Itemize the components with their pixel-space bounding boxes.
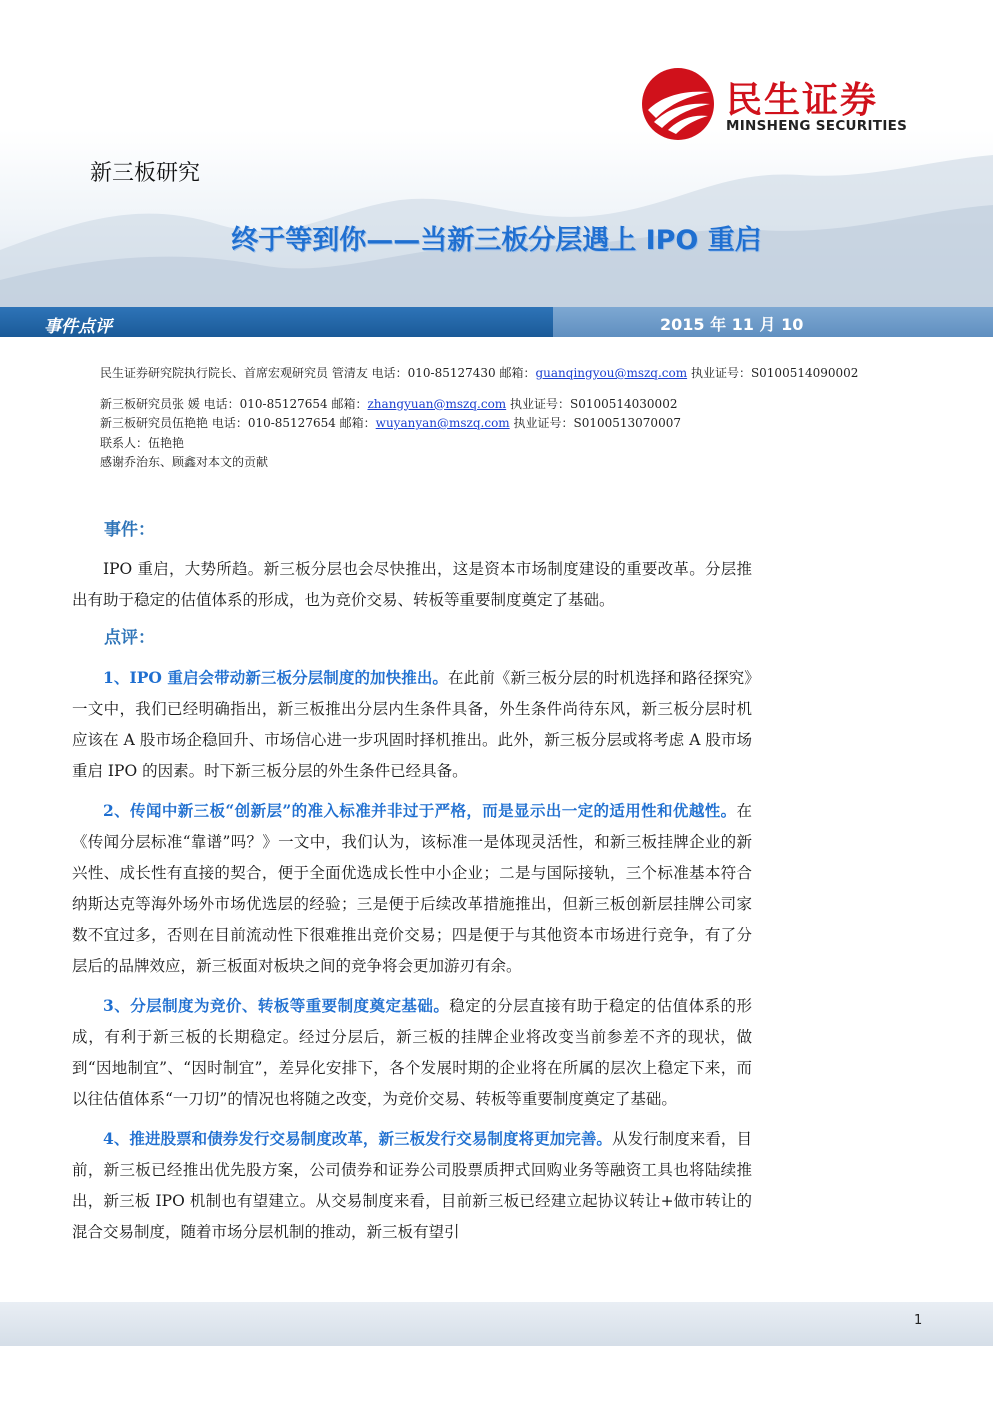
company-logo (640, 66, 930, 146)
point-text: 在《传闻分层标准“靠谱”吗？》一文中，我们认为，该标准一是体现灵活性，和新三板挂牌企业的新兴性、成长性有直接的契合，便于全面优选成长性中小企业；二是与国际接轨，三个标准基本符合纳斯达克等海外场外市场优选层的经验；三是便于后续改革措施推出，但新三板创新层挂牌公司家数不宜过多，否则在目前流动性下很难推出竞价交易；四是便于与其他资本市场进行竞争，有了分层后的品牌效应，新三板面对板块之间的竞争将会更加游刃有余。 (72, 802, 752, 975)
minsheng-logo-icon (640, 66, 716, 142)
license-number: 执业证号：S0100514090002 (687, 366, 859, 380)
author-info: 新三板研究员张 媛 电话：010-85127654 邮箱： (100, 396, 368, 411)
author-info: 民生证券研究院执行院长、首席宏观研究员 管清友 电话：010-85127430 邮箱： (100, 366, 536, 380)
point-lead: 1、IPO 重启会带动新三板分层制度的加快推出。 (103, 668, 449, 687)
report-series: 新三板研究 (90, 161, 201, 186)
email-link[interactable]: wuyanyan@mszq.com (375, 416, 510, 430)
author-line (100, 364, 930, 384)
report-type-tag: 事件点评 (44, 317, 112, 337)
author-block (100, 364, 930, 473)
comment-point-3 (72, 990, 752, 1115)
author-line (100, 414, 930, 434)
license-number: 执业证号：S0100513070007 (509, 416, 681, 430)
email-link[interactable]: guanqingyou@mszq.com (535, 366, 688, 380)
email-link[interactable]: zhangyuan@mszq.com (367, 396, 507, 411)
page-number: 1 (914, 1313, 923, 1328)
logo-english-name: MINSHENG SECURITIES (726, 118, 908, 134)
comment-heading: 点评： (104, 628, 155, 648)
point-text: 从发行制度来看，目前，新三板已经推出优先股方案，公司债券和证券公司股票质押式回购业务等融资工具也将陆续推出，新三板 IPO 机制也有望建立。从交易制度来看，目前新三板已经建立起协议转让+做市转让的混合交易制度，随着市场分层机制的推动，新三板有望引 (72, 1130, 752, 1241)
license-number: 执业证号：S0100514030002 (506, 396, 678, 411)
event-heading: 事件： (104, 520, 155, 540)
point-text: 在此前《新三板分层的时机选择和路径探究》一文中，我们已经明确指出，新三板推出分层内生条件具备，外生条件尚待东风，新三板分层时机应该在 A 股市场企稳回升、市场信心进一步巩固时择机推出。此外，新三板分层或将考虑 A 股市场重启 IPO 的因素。时下新三板分层的外生条件已经具备。 (72, 669, 752, 780)
contact-person: 联系人：伍艳艳 (100, 435, 185, 450)
report-date: 2015 年 11 月 10 (660, 315, 804, 334)
event-paragraph: IPO 重启，大势所趋。新三板分层也会尽快推出，这是资本市场制度建设的重要改革。分层推出有助于稳定的估值体系的形成，也为竞价交易、转板等重要制度奠定了基础。 (72, 560, 752, 609)
comment-point-2 (72, 795, 752, 982)
point-lead: 3、分层制度为竞价、转板等重要制度奠定基础。 (103, 996, 450, 1015)
report-title: 终于等到你——当新三板分层遇上 IPO 重启 (231, 225, 762, 256)
point-text: 稳定的分层直接有助于稳定的估值体系的形成，有利于新三板的长期稳定。经过分层后，新三板的挂牌企业将改变当前参差不齐的现状，做到“因地制宜”、“因时制宜”，差异化安排下，各个发展时期的企业将在所属的层次上稳定下来，而以往估值体系“一刀切”的情况也将随之改变，为竞价交易、转板等重要制度奠定了基础。 (72, 997, 752, 1108)
report-body (72, 516, 752, 1248)
point-lead: 4、推进股票和债券发行交易制度改革，新三板发行交易制度将更加完善。 (103, 1129, 612, 1148)
acknowledgement: 感谢乔治东、顾鑫对本文的贡献 (100, 455, 269, 469)
logo-chinese-name: 民生证券 (726, 80, 879, 121)
comment-point-4 (72, 1123, 752, 1248)
comment-point-1 (72, 662, 752, 787)
point-lead: 2、传闻中新三板“创新层”的准入标准并非过于严格，而是显示出一定的适用性和优越性。 (103, 801, 737, 820)
author-line (100, 395, 930, 415)
footer-bar (0, 1302, 993, 1346)
author-info: 新三板研究员伍艳艳 电话：010-85127654 邮箱： (100, 416, 376, 430)
